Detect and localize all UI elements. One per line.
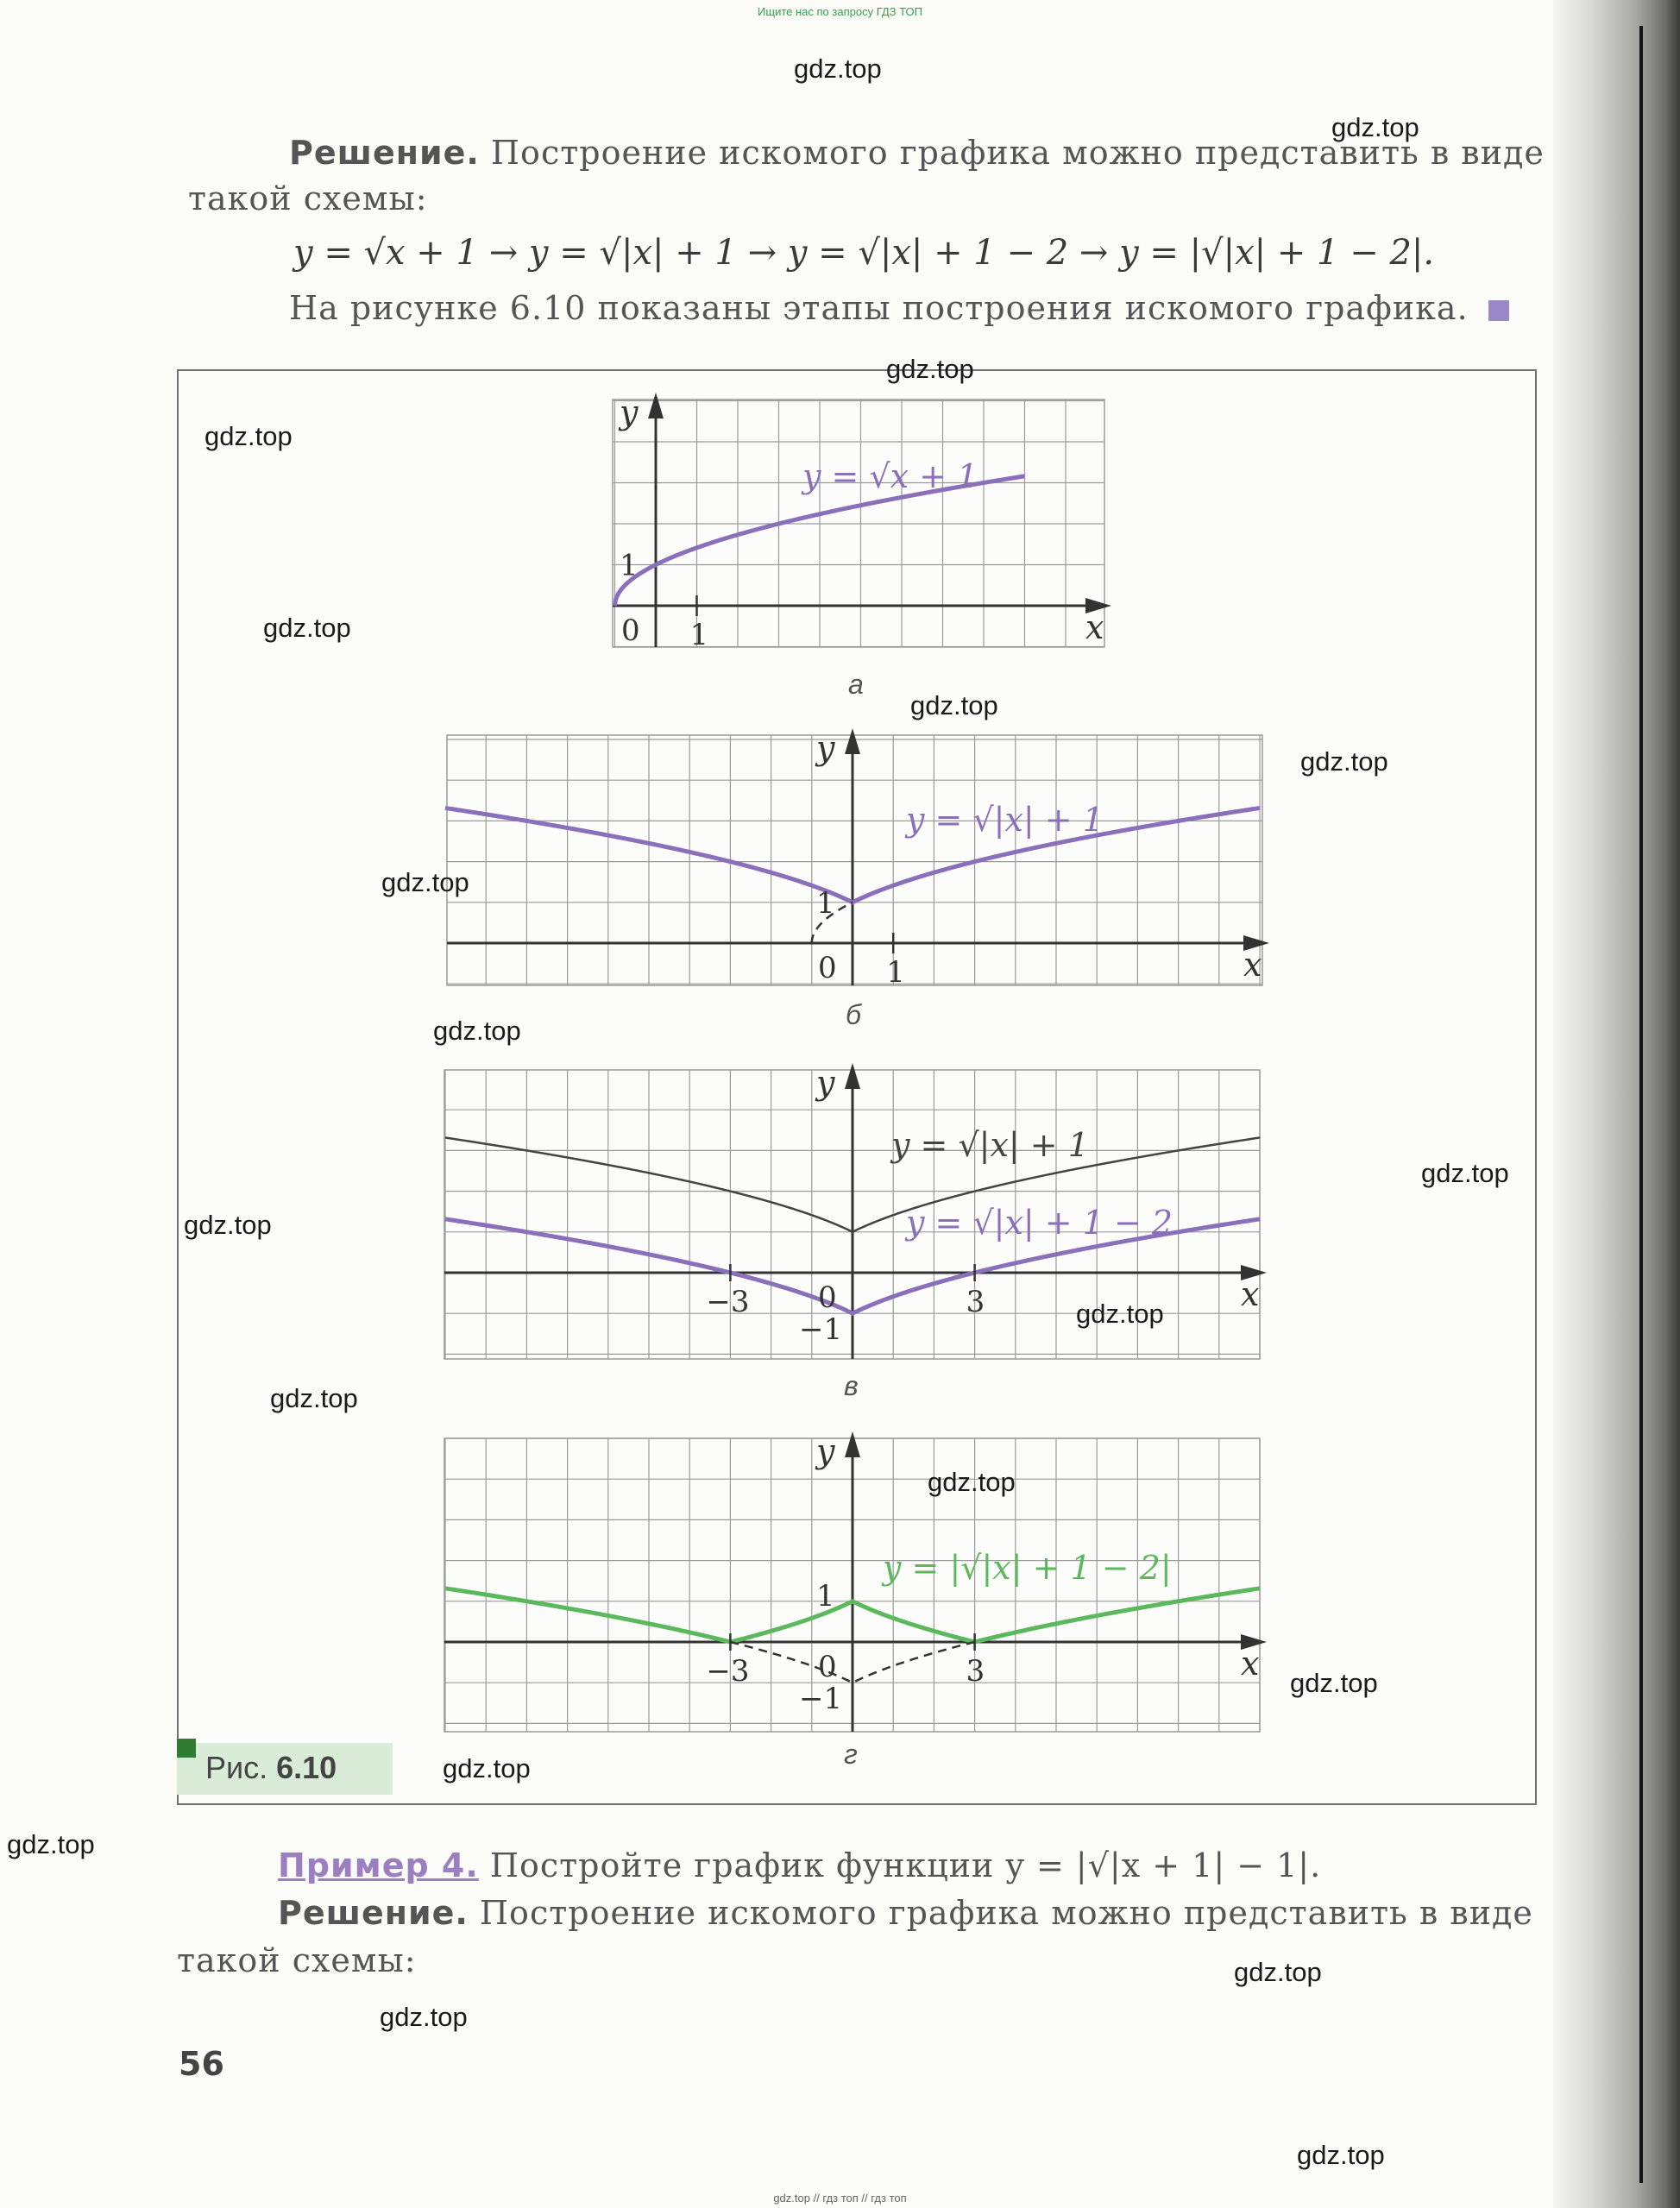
x-tick-label: 3 (966, 1285, 985, 1319)
subfigure-label-v: в (844, 1370, 859, 1401)
series-label-v2: y = √|x| + 1 − 2 (906, 1204, 1173, 1242)
watermark: gdz.top (1331, 112, 1419, 142)
watermark: gdz.top (381, 867, 469, 897)
y-axis-label: y (816, 729, 835, 767)
x-axis-label: x (1243, 946, 1262, 984)
y-tick-label: −1 (799, 1682, 843, 1717)
series-label-a: y = √x + 1 (802, 457, 978, 495)
series-label-b: y = √|x| + 1 (906, 801, 1104, 839)
x-tick-label: 3 (966, 1654, 985, 1689)
subfigure-label-g: г (844, 1739, 858, 1770)
watermark: gdz.top (1290, 1668, 1378, 1698)
solution2-text: Построение искомого графика можно представить в виде (468, 1894, 1533, 1932)
watermark: gdz.top (794, 53, 882, 84)
header-search-link[interactable]: Ищите нас по запросу ГДЗ ТОП (758, 5, 922, 18)
y-tick-label: 1 (816, 885, 835, 921)
grid-border (447, 735, 1262, 985)
watermark: gdz.top (204, 421, 293, 451)
x-tick-label: −3 (706, 1285, 750, 1319)
y-axis-arrow (648, 393, 664, 418)
example-text: Постройте график функции y = |√|x + 1| − 1|. (478, 1846, 1322, 1884)
watermark: gdz.top (184, 1210, 272, 1240)
solution-line-2: такой схемы: (188, 179, 428, 217)
x-tick-label: 1 (689, 618, 709, 652)
origin-label: 0 (818, 951, 837, 985)
solution2-label: Решение. (278, 1894, 469, 1932)
watermark: gdz.top (270, 1383, 358, 1413)
watermark: gdz.top (928, 1467, 1016, 1497)
y-tick-label: 1 (620, 548, 639, 583)
subfigure-label-a: а (848, 669, 864, 700)
figure-caption (205, 1750, 337, 1786)
example-label[interactable]: Пример 4. (278, 1846, 479, 1884)
series-label-g: y = |√|x| + 1 − 2| (883, 1549, 1172, 1587)
solution2-line-2: такой схемы: (177, 1941, 417, 1979)
series-label-v1: y = √|x| + 1 (891, 1126, 1089, 1164)
y-axis-arrow (845, 1431, 860, 1457)
y-axis-label: y (620, 393, 639, 431)
y-tick-label: 1 (816, 1578, 835, 1614)
x-tick-label: 1 (886, 955, 905, 990)
watermark: gdz.top (380, 2002, 468, 2032)
watermark: gdz.top (1300, 746, 1388, 777)
y-axis-label: y (816, 1064, 835, 1102)
watermark: gdz.top (433, 1016, 521, 1046)
example-line (278, 1846, 1321, 1884)
watermark: gdz.top (1297, 2140, 1385, 2170)
watermark: gdz.top (910, 690, 998, 720)
y-axis-arrow (845, 1063, 860, 1089)
origin-label: 0 (818, 1280, 837, 1315)
watermark: gdz.top (886, 354, 974, 384)
origin-label: 0 (621, 613, 640, 648)
figure-caption-marker (177, 1739, 196, 1758)
y-axis-label: y (816, 1432, 835, 1470)
page-number: 56 (179, 2045, 224, 2083)
watermark: gdz.top (1234, 1957, 1322, 1987)
watermark: gdz.top (443, 1753, 531, 1783)
footer-link[interactable]: gdz.top // гдз топ // гдз топ (773, 2192, 907, 2205)
origin-label: 0 (818, 1650, 837, 1684)
solution2-line-1 (278, 1894, 1533, 1932)
figure-caption-prefix: Рис. (205, 1750, 268, 1785)
x-axis-label: x (1085, 608, 1104, 646)
x-tick-label: −3 (706, 1654, 750, 1689)
watermark: gdz.top (7, 1829, 95, 1859)
solution-label: Решение. (289, 134, 480, 172)
y-tick-label: −1 (799, 1312, 843, 1348)
x-axis-label: x (1241, 1275, 1260, 1313)
watermark: gdz.top (1076, 1299, 1164, 1329)
watermark: gdz.top (263, 613, 351, 643)
figure-reference-text: На рисунке 6.10 показаны этапы построения искомого графика. (289, 289, 1469, 327)
x-axis-label: x (1241, 1645, 1260, 1683)
figure-caption-number: 6.10 (276, 1750, 337, 1785)
solution-text: Построение искомого графика можно представить в виде (479, 134, 1545, 172)
watermark: gdz.top (1421, 1158, 1509, 1188)
y-axis-arrow (845, 728, 860, 754)
subfigure-label-b: б (846, 999, 861, 1030)
scheme-formula: y = √x + 1 → y = √|x| + 1 → y = √|x| + 1 − 2 → y = |√|x| + 1 − 2|. (293, 233, 1435, 273)
